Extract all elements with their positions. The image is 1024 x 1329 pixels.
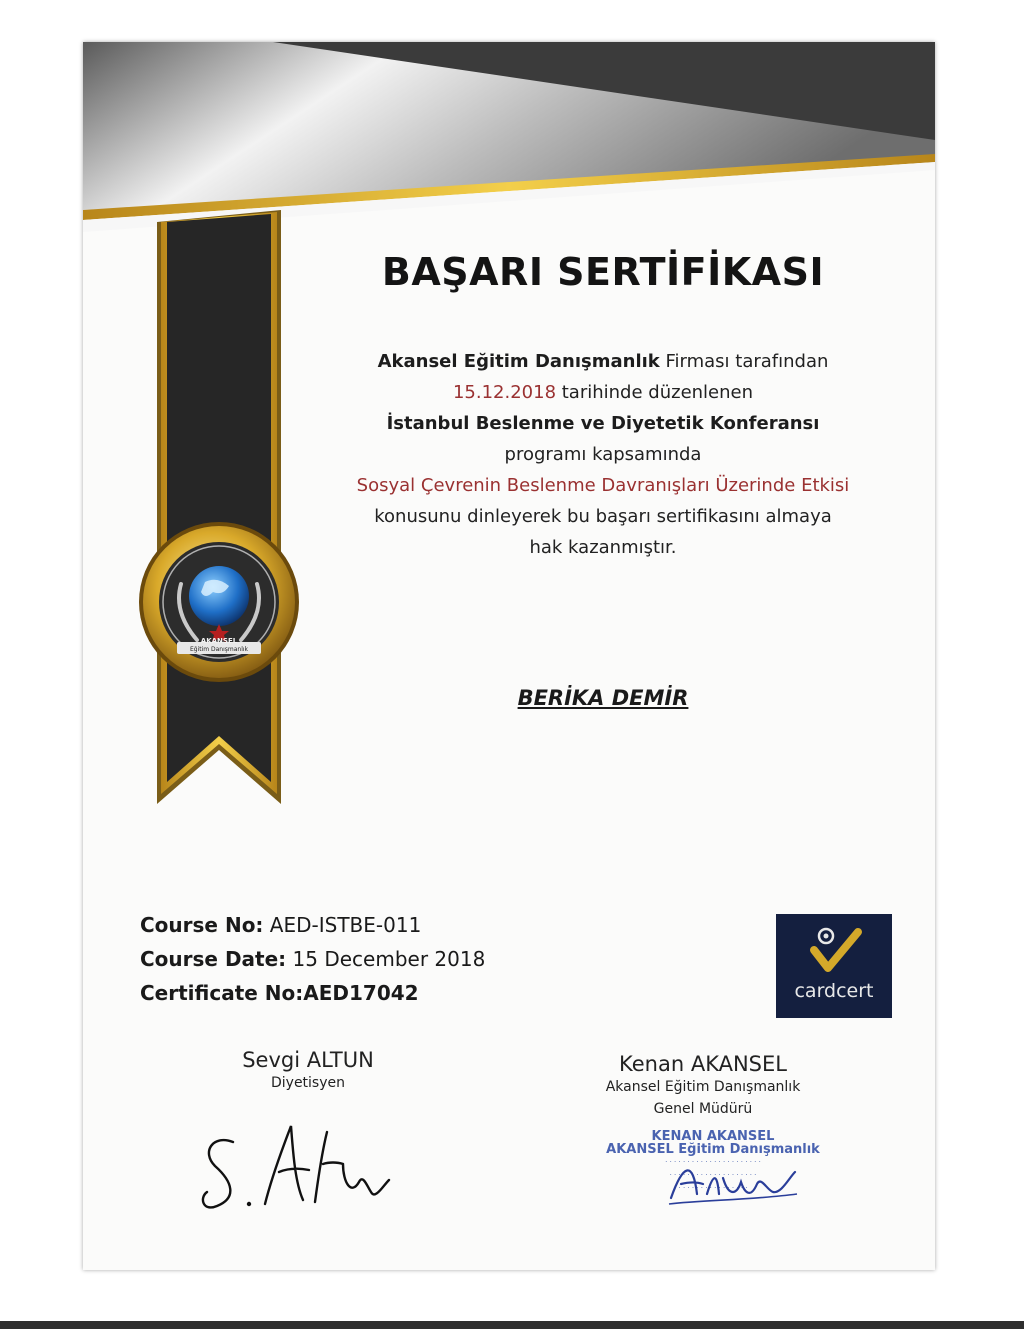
certificate-no-row	[140, 976, 485, 1010]
course-no-value: AED-ISTBE-011	[269, 913, 422, 937]
stamp-line-2: AKANSEL Eğitim Danışmanlık	[606, 1142, 820, 1157]
seal-sub: Eğitim Danışmanlık	[189, 646, 249, 653]
seal-brand: AKANSEL	[200, 637, 238, 645]
right-signatory-title-1: Akansel Eğitim Danışmanlık	[605, 1079, 801, 1095]
closing-line-1: konusunu dinleyerek bu başarı sertifikasını almaya	[374, 506, 832, 527]
stamp-fine-print-2: · · · · · · · · · · · · · · · · · · · ·	[669, 1171, 757, 1179]
date-suffix: tarihinde düzenlenen	[556, 382, 754, 403]
body-line-org	[273, 346, 933, 377]
certificate-page	[83, 42, 935, 1270]
recipient-name: BERİKA DEMİR	[517, 686, 689, 710]
course-date-row	[140, 942, 485, 976]
checkmark-icon	[776, 914, 892, 980]
topic-line: Sosyal Çevrenin Beslenme Davranışları Üzerinde Etkisi	[356, 475, 850, 496]
certificate-no-label: Certificate No:	[140, 981, 304, 1005]
right-signatory-title-2: Genel Müdürü	[653, 1101, 753, 1117]
bottom-bar	[0, 1321, 1024, 1329]
ribbon	[157, 210, 281, 804]
org-suffix: Firması tarafından	[659, 351, 829, 372]
stamp-fine-print-3: · · · · · · · · · · · · · · · ·	[678, 1184, 748, 1192]
event-date: 15.12.2018	[452, 382, 557, 403]
program-line: programı kapsamında	[504, 444, 702, 465]
course-info	[140, 908, 485, 1010]
stamp-line-1: KENAN AKANSEL	[651, 1129, 775, 1144]
right-signatory	[568, 1052, 838, 1120]
certificate-no-value: AED17042	[303, 981, 419, 1005]
course-date-value: 15 December 2018	[292, 947, 486, 971]
left-signatory	[208, 1048, 408, 1094]
closing-line-2: hak kazanmıştır.	[529, 537, 677, 558]
body-line-date	[273, 377, 933, 408]
left-signature	[193, 1112, 403, 1222]
cardcert-text: cardcert	[794, 980, 874, 1002]
left-signatory-title: Diyetisyen	[270, 1075, 345, 1091]
course-no-label: Course No:	[140, 913, 264, 937]
org-name: Akansel Eğitim Danışmanlık	[377, 351, 660, 372]
course-date-label: Course Date:	[140, 947, 287, 971]
right-signatory-name: Kenan AKANSEL	[619, 1052, 787, 1076]
stamp-fine-print: · · · · · · · · · · · · · · · · · · · · · ·	[665, 1158, 761, 1166]
certificate-title: BAŞARI SERTİFİKASI	[381, 250, 825, 294]
right-signature	[663, 1154, 803, 1210]
certificate-body	[273, 346, 933, 563]
top-banner	[83, 42, 935, 232]
left-signatory-name: Sevgi ALTUN	[242, 1048, 374, 1072]
course-no-row	[140, 908, 485, 942]
event-name: İstanbul Beslenme ve Diyetetik Konferansı	[386, 413, 820, 434]
cardcert-badge	[776, 914, 892, 1018]
